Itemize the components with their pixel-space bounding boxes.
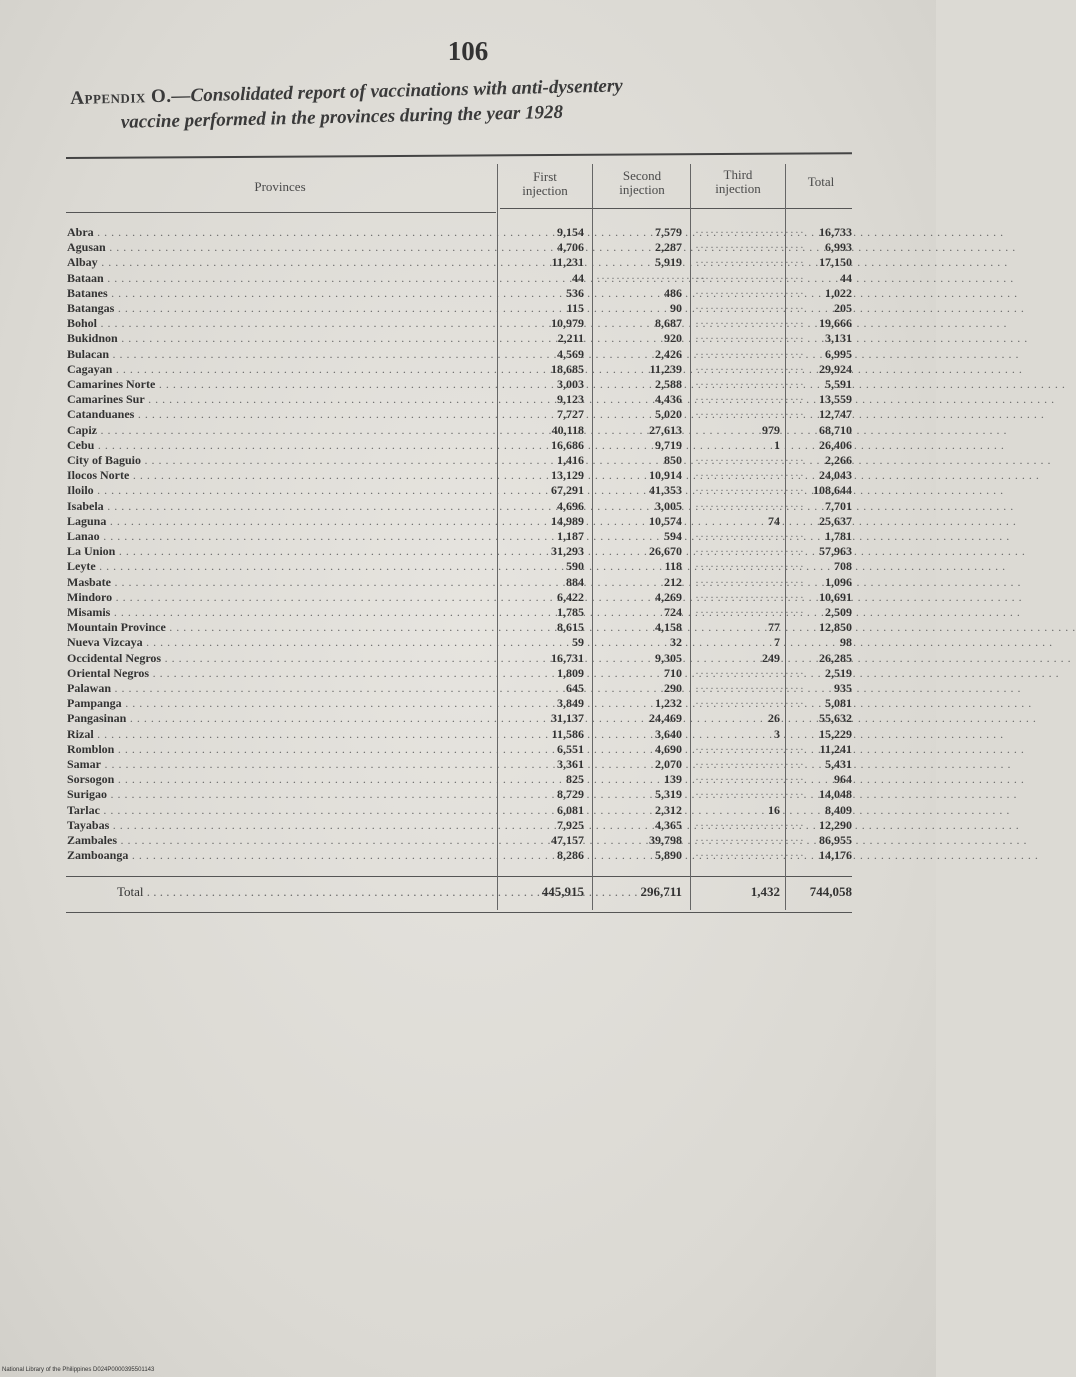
- table-row: [0, 332, 936, 344]
- first-value: 13,129: [551, 468, 584, 482]
- empty-cell-leader: ······················: [695, 286, 805, 300]
- second-value: 5,020: [655, 407, 682, 421]
- province-name: Pangasinan . . .: [67, 712, 497, 724]
- table-row: [0, 576, 936, 588]
- first-value: 6,081: [557, 803, 584, 817]
- second-value: 290: [664, 681, 682, 695]
- province-name: Pampanga . . .: [67, 697, 497, 709]
- total-value: 108,644: [813, 483, 852, 497]
- title-line-1: —Consolidated report of vaccinations with anti-dysentery: [171, 75, 623, 107]
- first-value: 1,187: [557, 529, 584, 543]
- second-value: 41,353: [649, 483, 682, 497]
- province-name: La Union . . .: [67, 545, 497, 557]
- table-row: [0, 378, 936, 390]
- province-name: Bulacan . . .: [67, 348, 497, 360]
- second-value: 118: [664, 559, 682, 573]
- table-row: [0, 728, 936, 740]
- first-value: 590: [566, 559, 584, 573]
- first-value: 4,706: [557, 240, 584, 254]
- title-line-2: vaccine performed in the provinces during the year 1928: [120, 101, 564, 133]
- third-value: 16: [768, 803, 780, 817]
- empty-cell-leader: ······················: [695, 787, 805, 801]
- table-row: [0, 500, 936, 512]
- empty-cell-leader: ······················: [695, 407, 805, 421]
- total-value: 1,781: [825, 529, 852, 543]
- header-rule: [66, 212, 496, 213]
- province-name: Batanes . . .: [67, 287, 497, 299]
- header-second-line2: injection: [619, 182, 665, 197]
- province-name: Occidental Negros . . .: [67, 652, 497, 664]
- table-row: [0, 849, 936, 861]
- empty-cell-leader: ······················: [695, 772, 805, 786]
- table-row: [0, 363, 936, 375]
- empty-cell-leader: ······················: [695, 559, 805, 573]
- total-value: 19,666: [819, 316, 852, 330]
- province-name: Sorsogon . . .: [67, 773, 497, 785]
- first-value: 1,785: [557, 605, 584, 619]
- total-value: 55,632: [819, 711, 852, 725]
- total-rule: [66, 876, 852, 877]
- empty-cell-leader: ······················: [695, 499, 805, 513]
- total-value: 17,150: [819, 255, 852, 269]
- bottom-rule: [66, 912, 852, 913]
- second-value: 32: [670, 635, 682, 649]
- province-name: Ilocos Norte . . .: [67, 469, 497, 481]
- empty-cell-leader: ······················: [695, 347, 805, 361]
- first-value: 8,729: [557, 787, 584, 801]
- table-row: [0, 621, 936, 633]
- table-row: [0, 317, 936, 329]
- province-name: Misamis . . .: [67, 606, 497, 618]
- second-value: 2,588: [655, 377, 682, 391]
- province-name: Zambales . . .: [67, 834, 497, 846]
- table-row: [0, 758, 936, 770]
- total-value: 24,043: [819, 468, 852, 482]
- total-value: 12,290: [819, 818, 852, 832]
- province-name: Oriental Negros . . .: [67, 667, 497, 679]
- total-value: 11,241: [819, 742, 852, 756]
- table-row: [0, 393, 936, 405]
- second-value: 39,798: [649, 833, 682, 847]
- first-value: 8,286: [557, 848, 584, 862]
- total-value: 3,131: [825, 331, 852, 345]
- table-row: [0, 560, 936, 572]
- third-value: 1: [774, 438, 780, 452]
- first-value: 6,551: [557, 742, 584, 756]
- total-value: 6,995: [825, 347, 852, 361]
- total-value: 2,266: [825, 453, 852, 467]
- table-row: [0, 682, 936, 694]
- province-name: Masbate . . .: [67, 576, 497, 588]
- total-value: 29,924: [819, 362, 852, 376]
- total-value: 26,285: [819, 651, 852, 665]
- first-value: 825: [566, 772, 584, 786]
- second-value: 4,690: [655, 742, 682, 756]
- total-second: 296,711: [640, 884, 682, 899]
- province-name: Abra . . .: [67, 226, 497, 238]
- first-value: 11,231: [551, 255, 584, 269]
- second-value: 5,890: [655, 848, 682, 862]
- header-third-line1: Third: [723, 167, 753, 182]
- second-value: 139: [664, 772, 682, 786]
- table-row: [0, 241, 936, 253]
- first-value: 31,293: [551, 544, 584, 558]
- third-value: 26: [768, 711, 780, 725]
- province-name: Capiz . . .: [67, 424, 497, 436]
- total-value: 6,993: [825, 240, 852, 254]
- province-name: Leyte . . .: [67, 560, 497, 572]
- province-name: Romblon . . .: [67, 743, 497, 755]
- header-third: [693, 168, 783, 196]
- first-value: 4,696: [557, 499, 584, 513]
- first-value: 9,123: [557, 392, 584, 406]
- first-value: 11,586: [551, 727, 584, 741]
- first-value: 59: [572, 635, 584, 649]
- first-value: 31,137: [551, 711, 584, 725]
- second-value: 3,640: [655, 727, 682, 741]
- second-value: 7,579: [655, 225, 682, 239]
- third-value: 249: [762, 651, 780, 665]
- second-value: 594: [664, 529, 682, 543]
- total-label: Total . . .: [117, 885, 497, 899]
- table-row: [0, 804, 936, 816]
- first-value: 1,809: [557, 666, 584, 680]
- total-value: 708: [834, 559, 852, 573]
- second-value: 5,319: [655, 787, 682, 801]
- total-value: 12,747: [819, 407, 852, 421]
- header-first-line1: First: [533, 169, 557, 184]
- total-value: 14,048: [819, 787, 852, 801]
- third-value: 3: [774, 727, 780, 741]
- province-name: Rizal . . .: [67, 728, 497, 740]
- empty-cell-leader: ······················: [695, 696, 805, 710]
- second-value: 11,239: [649, 362, 682, 376]
- third-value: 7: [774, 635, 780, 649]
- province-name: Mindoro . . .: [67, 591, 497, 603]
- total-value: 1,096: [825, 575, 852, 589]
- total-third: 1,432: [750, 884, 780, 899]
- empty-cell-leader: ······················: [695, 605, 805, 619]
- first-value: 18,685: [551, 362, 584, 376]
- province-name: Bataan . . .: [67, 272, 497, 284]
- table-row: [0, 515, 936, 527]
- second-value: 212: [664, 575, 682, 589]
- table-row: [0, 743, 936, 755]
- second-value: 486: [664, 286, 682, 300]
- first-value: 10,979: [551, 316, 584, 330]
- header-rule-numbers: [500, 208, 852, 209]
- third-value: 979: [762, 423, 780, 437]
- empty-cell-leader: ······················: [695, 483, 805, 497]
- table-row: [0, 773, 936, 785]
- province-name: Nueva Vizcaya . . .: [67, 636, 497, 648]
- total-value: 1,022: [825, 286, 852, 300]
- total-value: 5,431: [825, 757, 852, 771]
- first-value: 115: [566, 301, 584, 315]
- second-value: 4,269: [655, 590, 682, 604]
- province-name: Camarines Norte . . .: [67, 378, 497, 390]
- second-value: 9,305: [655, 651, 682, 665]
- total-value: 7,701: [825, 499, 852, 513]
- footer-credit: National Library of the Philippines D024P0000395501143: [2, 1367, 155, 1373]
- province-name: Palawan . . .: [67, 682, 497, 694]
- total-value: 15,229: [819, 727, 852, 741]
- second-value: 724: [664, 605, 682, 619]
- second-value: 5,919: [655, 255, 682, 269]
- table-row: [0, 256, 936, 268]
- total-value: 57,963: [819, 544, 852, 558]
- total-value: 964: [834, 772, 852, 786]
- table-row: [0, 469, 936, 481]
- table-row: [0, 712, 936, 724]
- second-value: 710: [664, 666, 682, 680]
- first-value: 884: [566, 575, 584, 589]
- first-value: 2,211: [557, 331, 584, 345]
- empty-cell-leader: ······················: [695, 316, 805, 330]
- second-value: 10,574: [649, 514, 682, 528]
- third-value: 74: [768, 514, 780, 528]
- empty-cell-leader: ······················: [695, 544, 805, 558]
- second-value: 2,312: [655, 803, 682, 817]
- table-row: [0, 408, 936, 420]
- empty-cell-leader: ······················: [695, 331, 805, 345]
- first-value: 3,849: [557, 696, 584, 710]
- table-row: [0, 439, 936, 451]
- empty-cell-leader: ······················: [695, 818, 805, 832]
- province-name: Camarines Sur . . .: [67, 393, 497, 405]
- empty-cell-leader: ······················: [695, 848, 805, 862]
- province-name: Albay . . .: [67, 256, 497, 268]
- table-row: [0, 424, 936, 436]
- first-value: 1,416: [557, 453, 584, 467]
- first-value: 9,154: [557, 225, 584, 239]
- province-name: Lanao . . .: [67, 530, 497, 542]
- empty-cell-leader: ······················: [695, 255, 805, 269]
- second-value: 3,005: [655, 499, 682, 513]
- table-row: [0, 287, 936, 299]
- first-value: 40,118: [551, 423, 584, 437]
- header-first-line2: injection: [522, 183, 568, 198]
- second-value: 8,687: [655, 316, 682, 330]
- first-value: 536: [566, 286, 584, 300]
- total-value: 13,559: [819, 392, 852, 406]
- appendix-label: Appendix O.: [70, 85, 172, 109]
- top-rule: [66, 152, 852, 159]
- province-name: Surigao . . .: [67, 788, 497, 800]
- table-row: [0, 788, 936, 800]
- table-row: [0, 591, 936, 603]
- empty-cell-leader: ······················: [695, 833, 805, 847]
- header-first: [500, 170, 590, 198]
- province-name: Cagayan . . .: [67, 363, 497, 375]
- second-value: 24,469: [649, 711, 682, 725]
- header-total: Total: [807, 174, 835, 189]
- total-value: 205: [834, 301, 852, 315]
- empty-cell-leader: ······················: [695, 666, 805, 680]
- province-name: Zamboanga . . .: [67, 849, 497, 861]
- province-name: Catanduanes . . .: [67, 408, 497, 420]
- second-value: 2,070: [655, 757, 682, 771]
- empty-cell-leader: ······················: [695, 225, 805, 239]
- empty-cell-leader: ······················: [695, 271, 805, 285]
- empty-cell-leader: ······················: [695, 681, 805, 695]
- first-value: 7,925: [557, 818, 584, 832]
- total-value: 10,691: [819, 590, 852, 604]
- empty-cell-leader: ······················: [695, 392, 805, 406]
- total-value: 26,406: [819, 438, 852, 452]
- second-value: 1,232: [655, 696, 682, 710]
- second-value: 920: [664, 331, 682, 345]
- empty-cell-leader: ······················: [695, 590, 805, 604]
- empty-cell-leader: ······················: [695, 742, 805, 756]
- total-value: 44: [840, 271, 852, 285]
- table-row: [0, 545, 936, 557]
- second-value: 4,436: [655, 392, 682, 406]
- table-row: [0, 636, 936, 648]
- first-value: 67,291: [551, 483, 584, 497]
- total-value: 5,591: [825, 377, 852, 391]
- province-name: Cebu . . .: [67, 439, 497, 451]
- empty-cell-leader: ······················: [695, 529, 805, 543]
- header-third-line2: injection: [715, 181, 761, 196]
- first-value: 47,157: [551, 833, 584, 847]
- second-value: 2,287: [655, 240, 682, 254]
- total-value: 25,637: [819, 514, 852, 528]
- province-name: Tayabas . . .: [67, 819, 497, 831]
- table-row: [0, 834, 936, 846]
- table-row: [0, 667, 936, 679]
- first-value: 3,003: [557, 377, 584, 391]
- province-name: Iloilo . . .: [67, 484, 497, 496]
- empty-cell-leader: ······················: [695, 377, 805, 391]
- empty-cell-leader: ······················: [695, 757, 805, 771]
- second-value: 26,670: [649, 544, 682, 558]
- province-name: Laguna . . .: [67, 515, 497, 527]
- first-value: 7,727: [557, 407, 584, 421]
- second-value: 4,158: [655, 620, 682, 634]
- first-value: 645: [566, 681, 584, 695]
- second-value: 90: [670, 301, 682, 315]
- header-provinces: Provinces: [254, 179, 306, 194]
- table-row: [0, 226, 936, 238]
- first-value: 14,989: [551, 514, 584, 528]
- table-row: [0, 652, 936, 664]
- empty-cell-leader: ······················: [695, 468, 805, 482]
- second-value: 2,426: [655, 347, 682, 361]
- table-row: [0, 484, 936, 496]
- second-value: 4,365: [655, 818, 682, 832]
- empty-cell-leader: ······················: [695, 362, 805, 376]
- province-name: Batangas . . .: [67, 302, 497, 314]
- total-value: 16,733: [819, 225, 852, 239]
- total-all: 744,058: [809, 884, 852, 899]
- table-row: [0, 606, 936, 618]
- total-value: 5,081: [825, 696, 852, 710]
- empty-cell-leader: ······················: [695, 301, 805, 315]
- province-name: Agusan . . .: [67, 241, 497, 253]
- first-value: 16,686: [551, 438, 584, 452]
- header-second: [596, 169, 688, 197]
- table-row: [0, 454, 936, 466]
- total-value: 2,519: [825, 666, 852, 680]
- province-name: Tarlac . . .: [67, 804, 497, 816]
- province-name: Mountain Province . . .: [67, 621, 497, 633]
- empty-cell-leader: ······················: [695, 240, 805, 254]
- first-value: 16,731: [551, 651, 584, 665]
- second-value: 10,914: [649, 468, 682, 482]
- table-row: [0, 697, 936, 709]
- province-name: Bohol . . .: [67, 317, 497, 329]
- total-value: 12,850: [819, 620, 852, 634]
- empty-cell-leader: ······················: [695, 453, 805, 467]
- total-value: 2,509: [825, 605, 852, 619]
- first-value: 44: [572, 271, 584, 285]
- province-name: Samar . . .: [67, 758, 497, 770]
- table-row: [0, 272, 936, 284]
- province-name: Bukidnon . . .: [67, 332, 497, 344]
- total-value: 14,176: [819, 848, 852, 862]
- second-value: 9,719: [655, 438, 682, 452]
- total-first: 445,915: [541, 884, 584, 899]
- third-value: 77: [768, 620, 780, 634]
- total-value: 86,955: [819, 833, 852, 847]
- province-name: City of Baguio . . .: [67, 454, 497, 466]
- first-value: 3,361: [557, 757, 584, 771]
- empty-cell-leader: ······················: [596, 271, 706, 285]
- total-value: 98: [840, 635, 852, 649]
- table-row: [0, 819, 936, 831]
- second-value: 27,613: [649, 423, 682, 437]
- total-value: 68,710: [819, 423, 852, 437]
- second-value: 850: [664, 453, 682, 467]
- table-row: [0, 302, 936, 314]
- table-row: [0, 348, 936, 360]
- page-number: 106: [447, 36, 489, 66]
- total-value: 935: [834, 681, 852, 695]
- header-second-line1: Second: [622, 168, 662, 183]
- table-row: [0, 530, 936, 542]
- total-value: 8,409: [825, 803, 852, 817]
- first-value: 4,569: [557, 347, 584, 361]
- first-value: 6,422: [557, 590, 584, 604]
- first-value: 8,615: [557, 620, 584, 634]
- empty-cell-leader: ······················: [695, 575, 805, 589]
- province-name: Isabela . . .: [67, 500, 497, 512]
